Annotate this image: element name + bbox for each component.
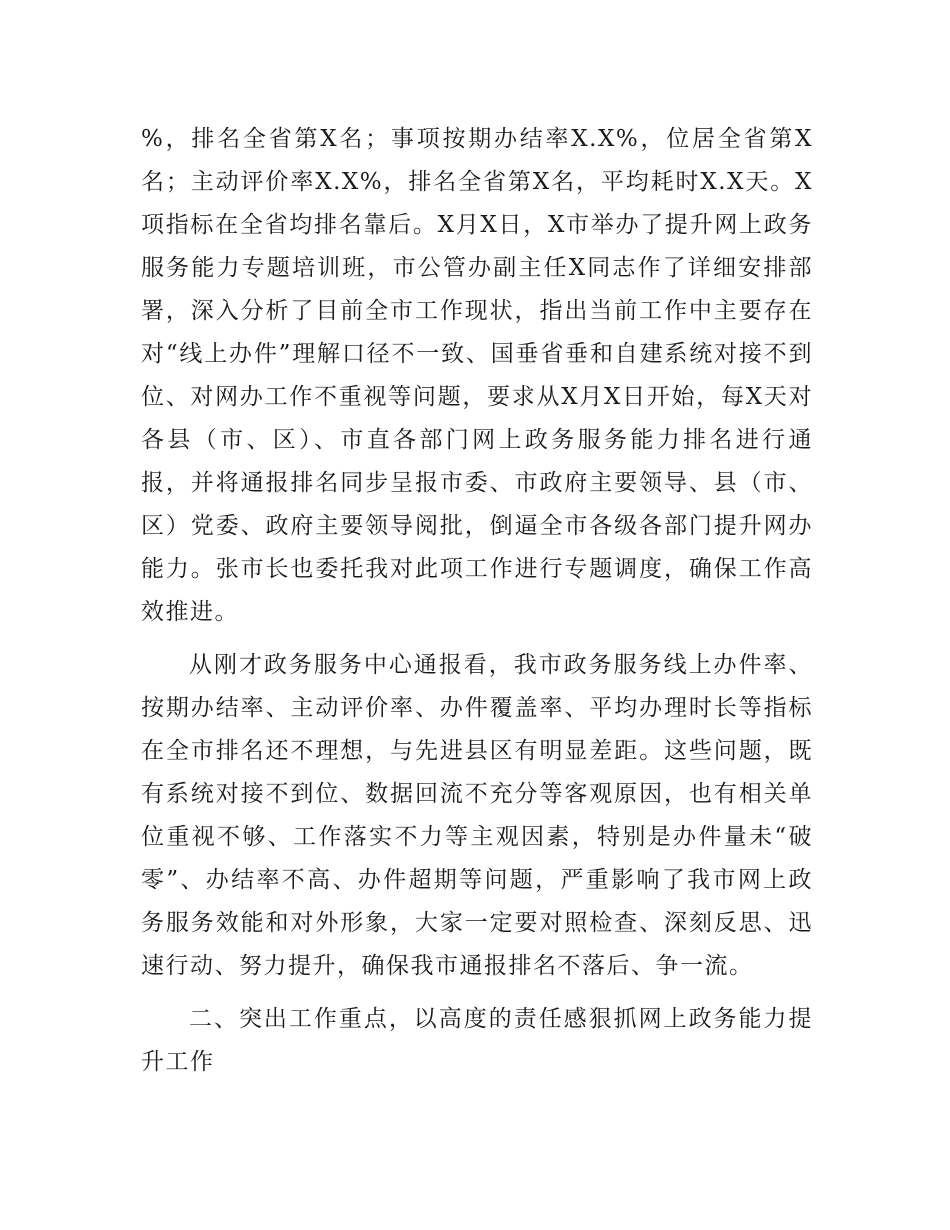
body-paragraph-2: 从刚才政务服务中心通报看，我市政务服务线上办件率、按期办结率、主动评价率、办件覆盖率、平均办理时长等指标在全市排名还不理想，与先进县区有明显差距。这些问题，既有系统对接不到位、数据回流不充分等客观原因，也有相关单位重视不够、工作落实不力等主观因素，特别是办件量未“破零”、办结率不高、办件超期等问题，严重影响了我市网上政务服务效能和对外形象，大家一定要对照检查、深刻反思、迅速行动、努力提升，确保我市通报排名不落后、争一流。 [141,652,813,979]
body-paragraph-1: %，排名全省第X名；事项按期办结率X.X%，位居全省第X名；主动评价率X.X%，排名全省第X名，平均耗时X.X天。X项指标在全省均排名靠后。X月X日，X市举办了提升网上政务服务能力专题培训班，市公管办副主任X同志作了详细安排部署，深入分析了目前全市工作现状，指出当前工作中主要存在对“线上办件”理解口径不一致、国垂省垂和自建系统对接不到位、对网办工作不重视等问题，要求从X月X日开始，每X天对各县（市、区）、市直各部门网上政务服务能力排名进行通报，并将通报排名同步呈报市委、市政府主要领导、县（市、区）党委、政府主要领导阅批，倒逼全市各级各部门提升网办能力。张市长也委托我对此项工作进行专题调度，确保工作高效推进。 [141,126,813,625]
document-body [141,118,813,1084]
section-heading-2: 二、突出工作重点，以高度的责任感狠抓网上政务能力提升工作 [141,1006,813,1075]
